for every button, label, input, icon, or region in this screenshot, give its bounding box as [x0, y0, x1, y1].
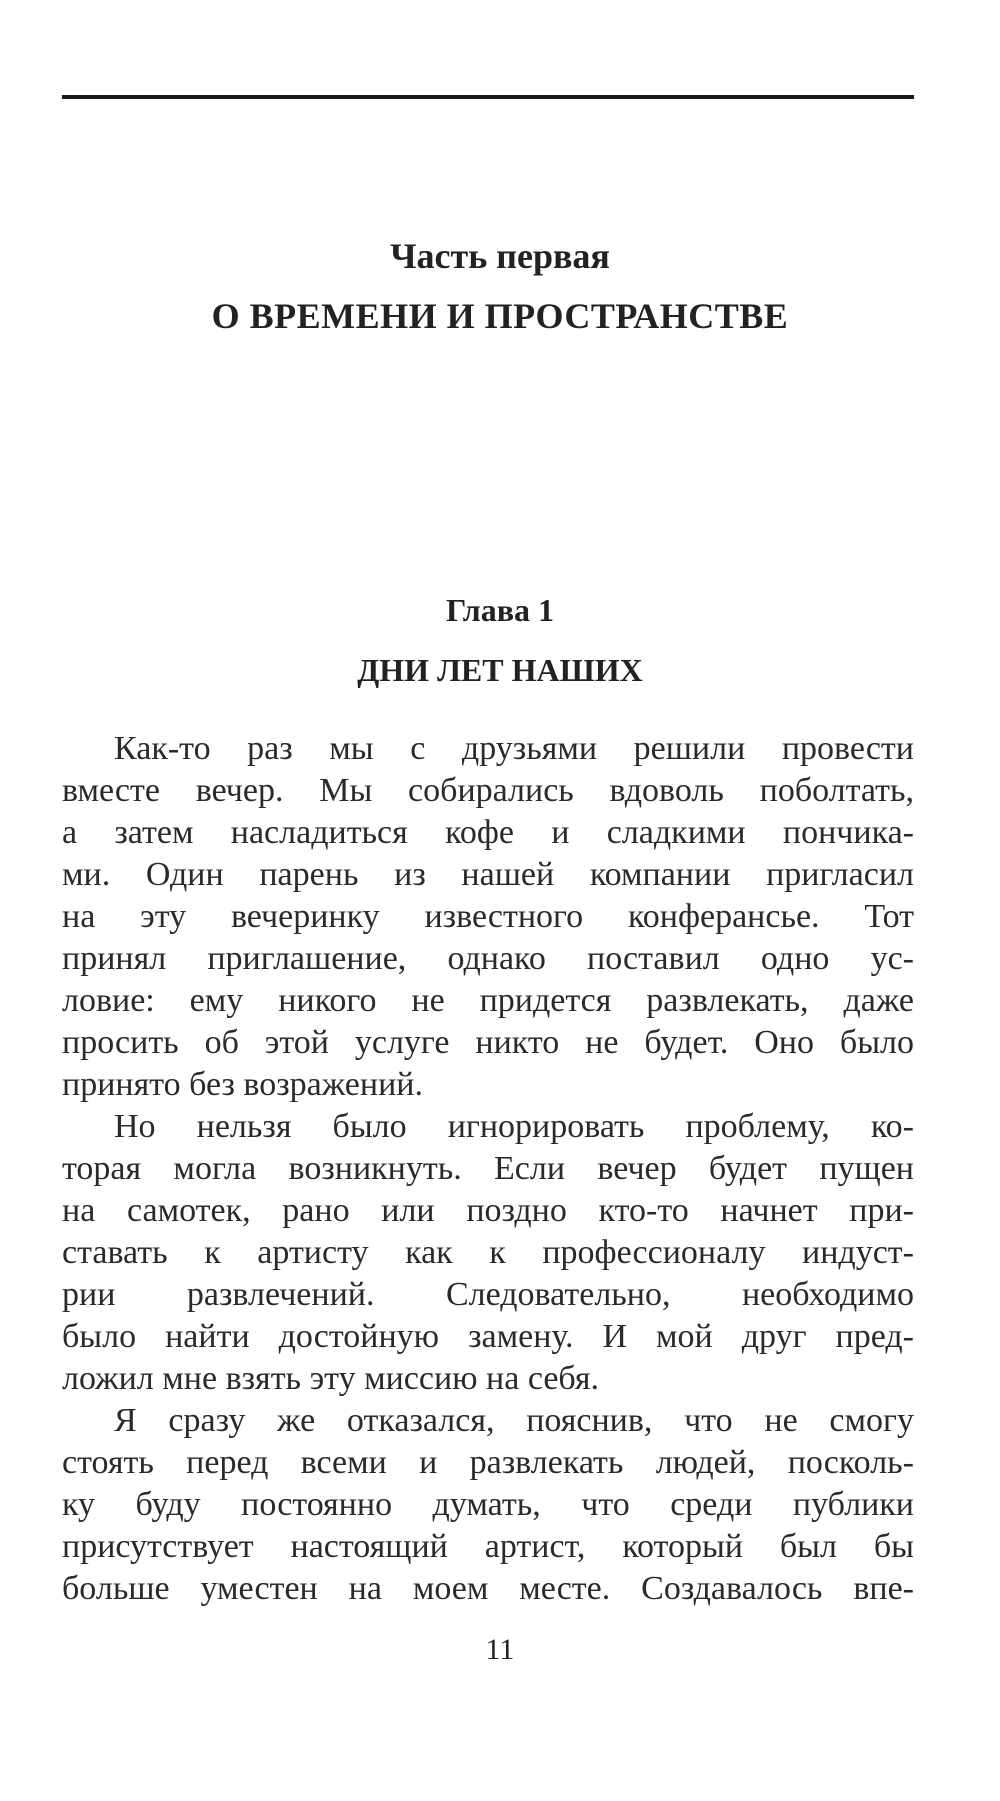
text-line: на эту вечеринку известного конферансье. Тот	[62, 898, 914, 935]
text-line: ку буду постоянно думать, что среди публики	[62, 1486, 914, 1523]
text-line: ставать к артисту как к профессионалу индуст-	[62, 1234, 914, 1271]
text-line: а затем насладиться кофе и сладкими пончика-	[62, 814, 914, 851]
part-label: Часть первая	[390, 236, 610, 276]
part-title: О ВРЕМЕНИ И ПРОСТРАНСТВЕ	[211, 296, 789, 336]
text-line: просить об этой услуге никто не будет. Оно было	[62, 1024, 914, 1061]
text-line: ми. Один парень из нашей компании пригласил	[62, 856, 914, 893]
text-line: Но нельзя было игнорировать проблему, ко-	[114, 1108, 914, 1145]
text-line: торая могла возникнуть. Если вечер будет пущен	[62, 1150, 914, 1187]
text-line: на самотек, рано или поздно кто-то начнет при-	[62, 1192, 914, 1229]
body-text	[62, 728, 914, 1610]
text-line: принято без возражений.	[62, 1066, 423, 1103]
text-line: ложил мне взять эту миссию на себя.	[62, 1360, 600, 1397]
text-line: Как-то раз мы с друзьями решили провести	[114, 730, 914, 767]
text-line: ловие: ему никого не придется развлекать, даже	[62, 982, 914, 1019]
text-line: присутствует настоящий артист, который был бы	[62, 1528, 914, 1565]
text-line: принял приглашение, однако поставил одно ус-	[62, 940, 914, 977]
chapter-label: Глава 1	[446, 592, 554, 628]
text-line: вместе вечер. Мы собирались вдоволь поболтать,	[62, 772, 914, 809]
header-rule	[62, 95, 914, 99]
page-number: 11	[485, 1633, 515, 1666]
text-line: Я сразу же отказался, пояснив, что не смогу	[114, 1402, 914, 1439]
chapter-title: ДНИ ЛЕТ НАШИХ	[357, 652, 643, 688]
text-line: стоять перед всеми и развлекать людей, посколь-	[62, 1444, 914, 1481]
text-line: рии развлечений. Следовательно, необходимо	[62, 1276, 914, 1313]
text-line: больше уместен на моем месте. Создавалось впе-	[62, 1570, 914, 1607]
text-line: было найти достойную замену. И мой друг пред-	[62, 1318, 914, 1355]
